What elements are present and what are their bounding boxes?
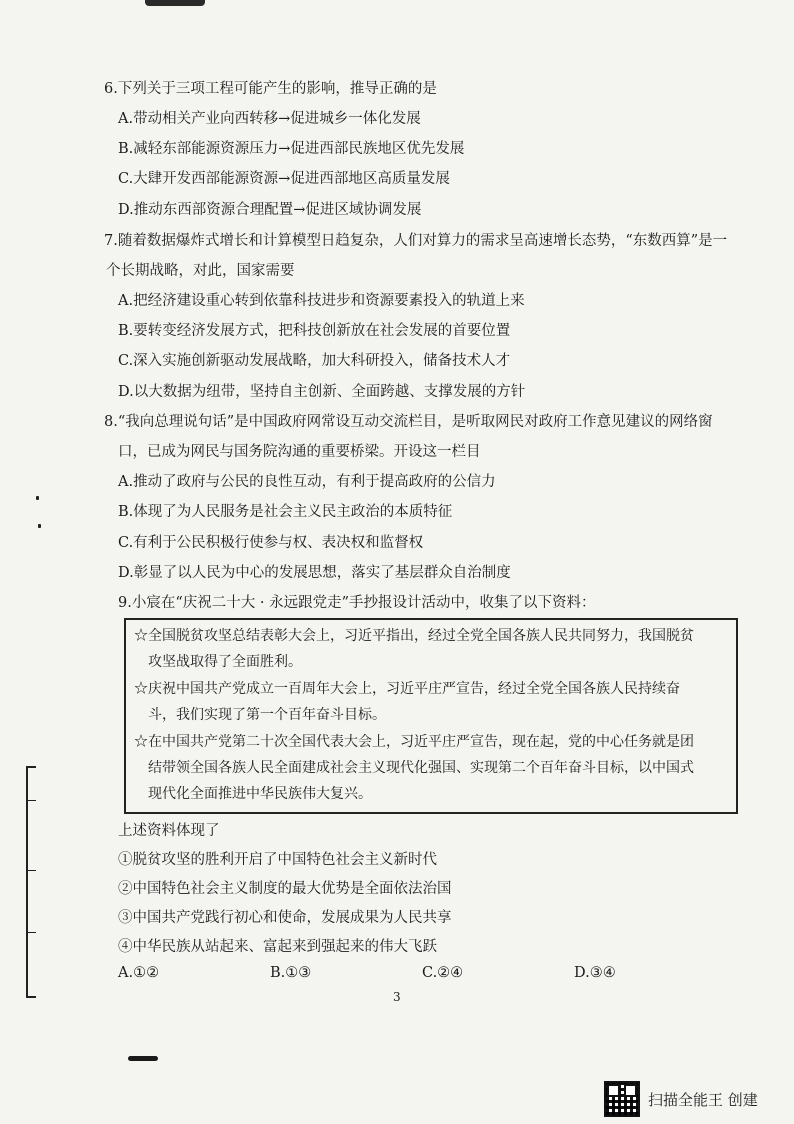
q8-option-a: A.推动了政府与公民的良性互动，有利于提高政府的公信力 xyxy=(118,474,496,490)
q9-statement-1: ①脱贫攻坚的胜利开启了中国特色社会主义新时代 xyxy=(118,852,437,868)
binding-tick xyxy=(26,932,36,933)
q9-material-line: ☆庆祝中国共产党成立一百周年大会上，习近平庄严宣告，经过全党全国各族人民持续奋 xyxy=(134,681,680,697)
q7-option-a: A.把经济建设重心转到依靠科技进步和资源要素投入的轨道上来 xyxy=(118,293,525,309)
scan-mark-top xyxy=(145,0,205,6)
q9-statement-2: ②中国特色社会主义制度的最大优势是全面依法治国 xyxy=(118,881,452,897)
q9-material-box xyxy=(124,618,738,814)
q7-stem-line1: 7.随着数据爆炸式增长和计算模型日趋复杂，人们对算力的需求呈高速增长态势，“东数西算”是一 xyxy=(104,233,728,249)
q7-stem-line2: 个长期战略，对此，国家需要 xyxy=(106,263,295,279)
binding-tick xyxy=(26,870,36,871)
q9-lead: 上述资料体现了 xyxy=(118,823,220,839)
q8-option-c: C.有利于公民积极行使参与权、表决权和监督权 xyxy=(118,535,424,551)
q9-statement-4: ④中华民族从站起来、富起来到强起来的伟大飞跃 xyxy=(118,939,437,955)
q9-material-line: ☆全国脱贫攻坚总结表彰大会上，习近平指出，经过全党全国各族人民共同努力，我国脱贫 xyxy=(134,628,694,644)
scan-mark-bottom xyxy=(128,1056,158,1061)
q6-option-c: C.大肆开发西部能源资源→促进西部地区高质量发展 xyxy=(118,171,450,187)
q7-option-c: C.深入实施创新驱动发展战略，加大科研投入，储备技术人才 xyxy=(118,353,511,369)
q9-material-line: 结带领全国各族人民全面建成社会主义现代化强国、实现第二个百年奋斗目标，以中国式 xyxy=(148,760,694,776)
q9-material-line: 攻坚战取得了全面胜利。 xyxy=(148,654,302,670)
q9-choice-b: B.①③ xyxy=(270,965,312,981)
q9-material-line: 斗，我们实现了第一个百年奋斗目标。 xyxy=(148,707,386,723)
q9-choice-a: A.①② xyxy=(118,965,160,981)
q8-stem-line1: 8.“我向总理说句话”是中国政府网常设互动交流栏目，是听取网民对政府工作意见建议的网络窗 xyxy=(104,414,713,430)
page-number: 3 xyxy=(393,990,401,1004)
q6-stem: 6.下列关于三项工程可能产生的影响，推导正确的是 xyxy=(104,81,437,97)
scanner-watermark xyxy=(604,1080,758,1118)
q6-option-a: A.带动相关产业向西转移→促进城乡一体化发展 xyxy=(118,111,421,127)
q9-stem: 9.小宸在“庆祝二十大 · 永远跟党走”手抄报设计活动中，收集了以下资料： xyxy=(118,595,596,611)
q9-material-line: ☆在中国共产党第二十次全国代表大会上，习近平庄严宣告，现在起，党的中心任务就是团 xyxy=(134,734,694,750)
q9-material-line: 现代化全面推进中华民族伟大复兴。 xyxy=(148,786,372,802)
q7-option-b: B.要转变经济发展方式，把科技创新放在社会发展的首要位置 xyxy=(118,323,511,339)
q6-option-b: B.减轻东部能源资源压力→促进西部民族地区优先发展 xyxy=(118,141,465,157)
scan-speck xyxy=(36,496,39,500)
binding-tick xyxy=(26,800,36,801)
q9-choice-d: D.③④ xyxy=(574,965,616,981)
q9-choices xyxy=(0,963,794,983)
q8-option-d: D.彰显了以人民为中心的发展思想，落实了基层群众自治制度 xyxy=(118,565,511,581)
q6-option-d: D.推动东西部资源合理配置→促进区域协调发展 xyxy=(118,202,422,218)
q7-option-d: D.以大数据为纽带，坚持自主创新、全面跨越、支撑发展的方针 xyxy=(118,384,526,400)
scan-speck xyxy=(38,524,41,528)
qr-code-icon xyxy=(604,1081,640,1117)
q8-stem-line2: 口，已成为网民与国务院沟通的重要桥梁。开设这一栏目 xyxy=(118,444,481,460)
q8-option-b: B.体现了为人民服务是社会主义民主政治的本质特征 xyxy=(118,504,453,520)
q9-choice-c: C.②④ xyxy=(422,965,464,981)
watermark-text: 扫描全能王 创建 xyxy=(648,1090,758,1109)
q9-statement-3: ③中国共产党践行初心和使命，发展成果为人民共享 xyxy=(118,910,452,926)
